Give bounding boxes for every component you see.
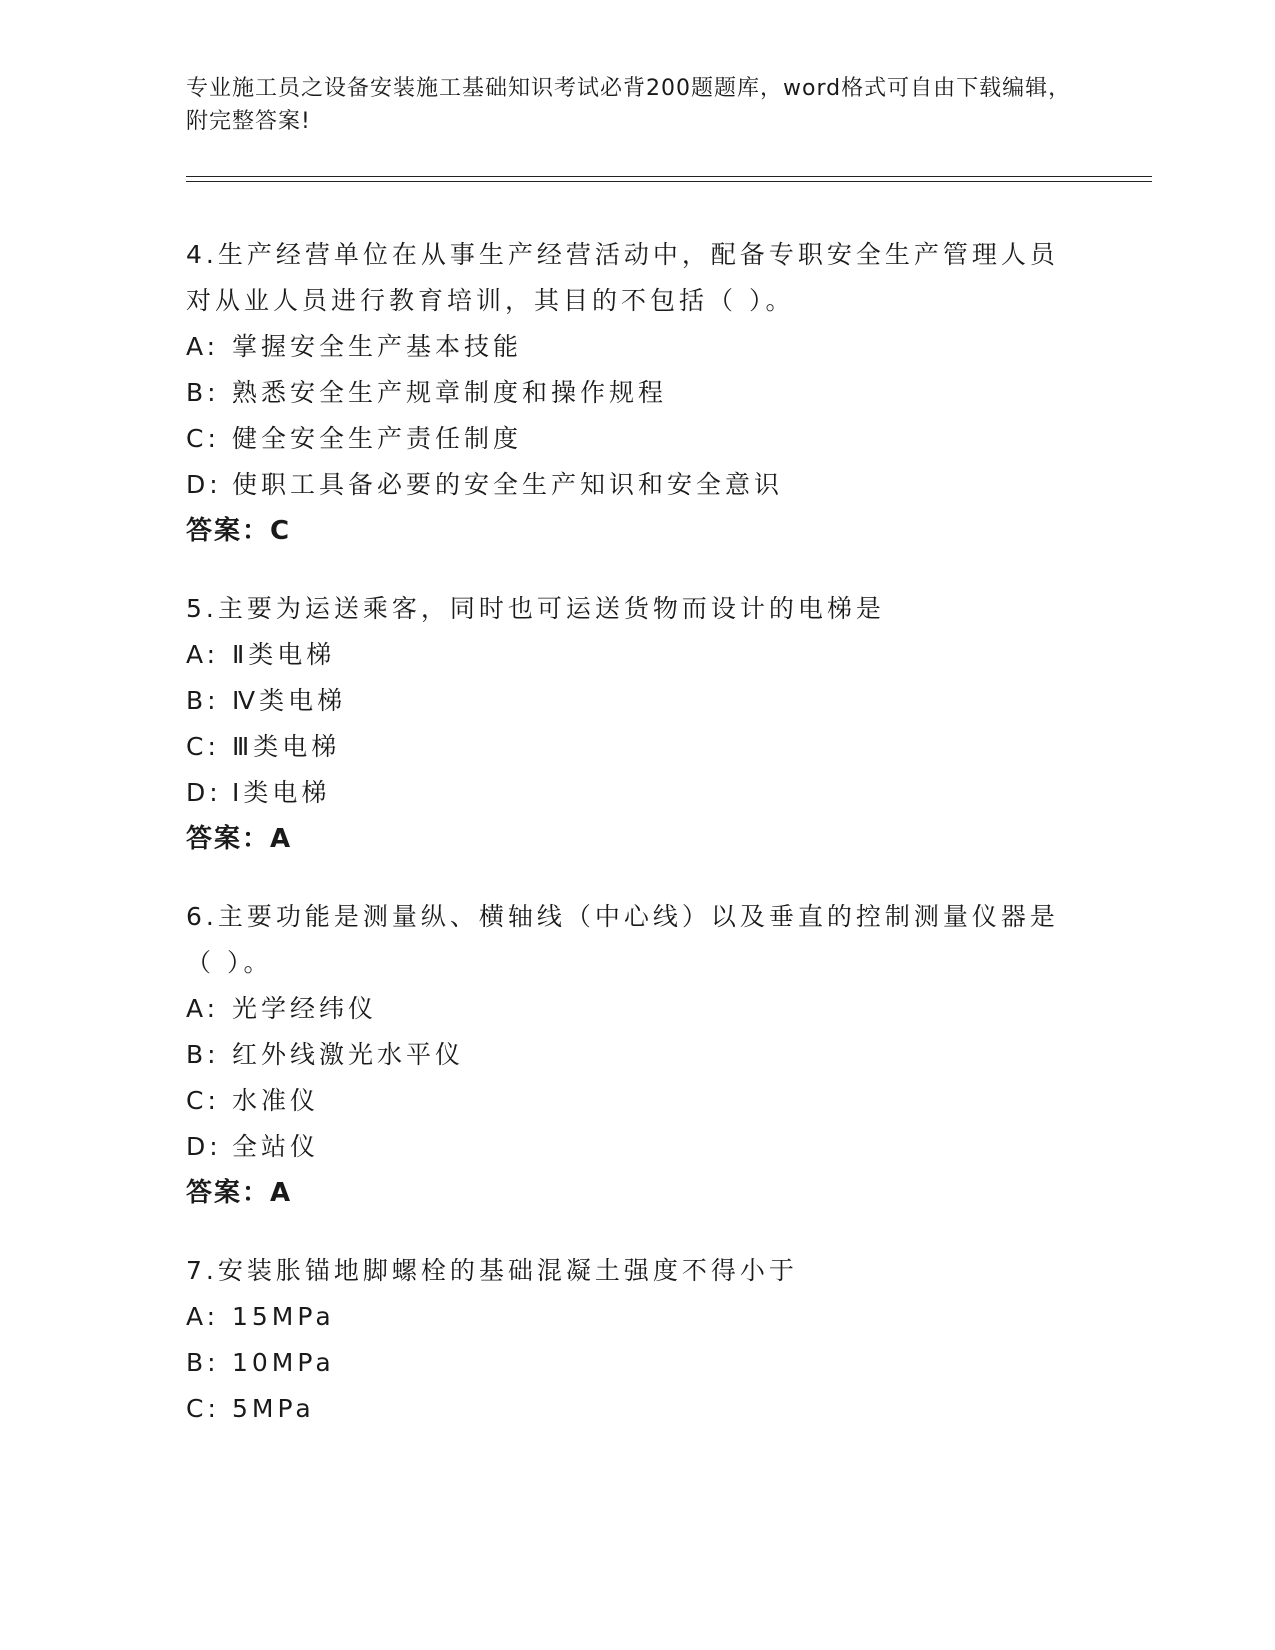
option-b (186, 1340, 1086, 1386)
option-key: D: (186, 778, 222, 807)
option-c (186, 1078, 1086, 1124)
option-key: D: (186, 470, 222, 499)
question-stem: 7.安装胀锚地脚螺栓的基础混凝土强度不得小于 (186, 1256, 798, 1285)
option-text: 健全安全生产责任制度 (232, 424, 523, 453)
option-d (186, 1124, 1086, 1170)
option-text: 熟悉安全生产规章制度和操作规程 (232, 378, 668, 407)
question-stem: 4.生产经营单位在从事生产经营活动中，配备专职安全生产管理人员对从业人员进行教育培训，其目的不包括（ ）。 (186, 240, 1059, 315)
option-text: 15MPa (232, 1302, 335, 1331)
option-text: 使职工具备必要的安全生产知识和安全意识 (232, 470, 784, 499)
answer-line: 答案：A (186, 824, 293, 854)
option-a (186, 632, 1086, 678)
option-c (186, 416, 1086, 462)
option-key: C: (186, 424, 220, 453)
header-divider-top (186, 176, 1152, 177)
option-b (186, 1032, 1086, 1078)
option-text: 水准仪 (232, 1086, 320, 1115)
option-text: 红外线激光水平仪 (232, 1040, 465, 1069)
option-text: Ⅲ类电梯 (232, 732, 341, 761)
option-key: B: (186, 1348, 220, 1377)
option-key: A: (186, 1302, 220, 1331)
option-text: 全站仪 (232, 1132, 320, 1161)
option-text: Ⅱ类电梯 (232, 640, 336, 669)
option-key: B: (186, 378, 220, 407)
question-4 (186, 232, 1086, 554)
option-key: A: (186, 640, 220, 669)
option-c (186, 724, 1086, 770)
document-header: 专业施工员之设备安装施工基础知识考试必背200题题库，word格式可自由下载编辑，附完整答案! (186, 76, 1072, 134)
question-stem: 5.主要为运送乘客，同时也可运送货物而设计的电梯是 (186, 594, 885, 623)
question-stem: 6.主要功能是测量纵、横轴线（中心线）以及垂直的控制测量仪器是（ ）。 (186, 902, 1059, 977)
answer-line: 答案：A (186, 1178, 293, 1208)
option-d (186, 462, 1086, 508)
option-b (186, 678, 1086, 724)
option-text: 掌握安全生产基本技能 (232, 332, 523, 361)
option-text: 5MPa (232, 1394, 315, 1423)
option-key: B: (186, 1040, 220, 1069)
option-c (186, 1386, 1086, 1432)
option-text: Ⅳ类电梯 (232, 686, 347, 715)
question-list (186, 232, 1086, 1464)
option-a (186, 324, 1086, 370)
question-7 (186, 1248, 1086, 1432)
option-key: A: (186, 332, 220, 361)
option-b (186, 370, 1086, 416)
option-d (186, 770, 1086, 816)
option-a (186, 1294, 1086, 1340)
option-text: Ⅰ类电梯 (232, 778, 331, 807)
option-key: C: (186, 732, 220, 761)
question-5 (186, 586, 1086, 862)
option-key: D: (186, 1132, 222, 1161)
option-text: 光学经纬仪 (232, 994, 378, 1023)
option-text: 10MPa (232, 1348, 335, 1377)
answer-line: 答案：C (186, 516, 292, 546)
header-divider-bottom (186, 181, 1152, 182)
option-key: A: (186, 994, 220, 1023)
option-a (186, 986, 1086, 1032)
option-key: B: (186, 686, 220, 715)
question-6 (186, 894, 1086, 1216)
option-key: C: (186, 1394, 220, 1423)
option-key: C: (186, 1086, 220, 1115)
